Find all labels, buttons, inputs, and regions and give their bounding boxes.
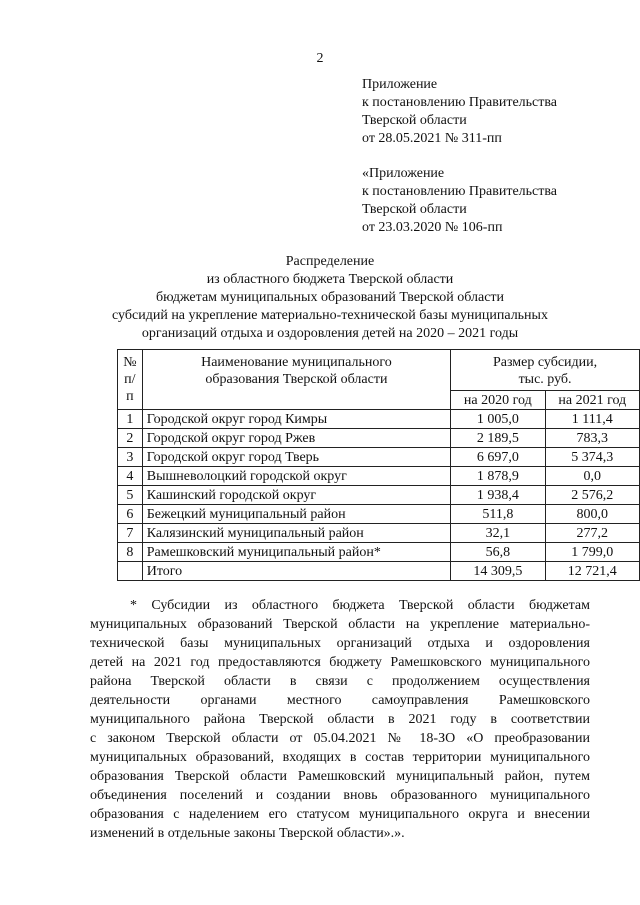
title-line: организаций отдыха и оздоровления детей на 2020 – 2021 годы <box>141 326 519 341</box>
row-name: Городской округ город Ржев <box>142 429 450 448</box>
row-num: 6 <box>118 505 143 524</box>
row-name: Калязинский муниципальный район <box>142 524 450 543</box>
total-2021: 12 721,4 <box>545 562 639 581</box>
title-line: бюджетам муниципальных образований Тверской области <box>155 290 505 305</box>
row-value-2021: 783,3 <box>545 429 639 448</box>
page-number: 2 <box>316 51 324 66</box>
row-value-2020: 511,8 <box>451 505 545 524</box>
appendix-line: Приложение <box>362 77 438 92</box>
row-value-2021: 2 576,2 <box>545 486 639 505</box>
table-row <box>118 543 640 562</box>
row-value-2020: 1 938,4 <box>451 486 545 505</box>
footnote-line: технической базы муниципальных организаций отдыха и оздоровления <box>90 636 590 651</box>
row-value-2021: 1 111,4 <box>545 410 639 429</box>
row-value-2020: 1 878,9 <box>451 467 545 486</box>
footnote-line: с законом Тверской области от 05.04.2021 № 18-ЗО «О преобразовании <box>90 731 590 746</box>
header-size: Размер субсидии, тыс. руб. <box>451 350 640 391</box>
appendix-line: от 28.05.2021 № 311-пп <box>362 131 502 146</box>
row-num: 8 <box>118 543 143 562</box>
row-num: 3 <box>118 448 143 467</box>
footnote-line: образования Тверской области Рамешковский муниципальный район, путем <box>90 769 590 784</box>
row-value-2020: 32,1 <box>451 524 545 543</box>
title-line: Распределение <box>285 254 375 269</box>
table-row <box>118 448 640 467</box>
row-name: Городской округ город Кимры <box>142 410 450 429</box>
footnote-line: детей на 2021 год предоставляются бюджету Рамешковского муниципального <box>90 655 590 670</box>
row-value-2021: 5 374,3 <box>545 448 639 467</box>
footnote-line: изменений в отдельные законы Тверской области».». <box>90 826 405 841</box>
row-num: 2 <box>118 429 143 448</box>
row-num: 7 <box>118 524 143 543</box>
table-row <box>118 429 640 448</box>
row-value-2021: 277,2 <box>545 524 639 543</box>
row-value-2021: 1 799,0 <box>545 543 639 562</box>
row-num: 4 <box>118 467 143 486</box>
row-name: Бежецкий муниципальный район <box>142 505 450 524</box>
table-total-row <box>118 562 640 581</box>
row-value-2021: 800,0 <box>545 505 639 524</box>
total-2020: 14 309,5 <box>451 562 545 581</box>
footnote-line: объединения поселений и создании вновь образованного муниципального <box>90 788 590 803</box>
footnote-line: района Тверской области в связи с продолжением осуществления <box>90 674 590 689</box>
row-name: Рамешковский муниципальный район* <box>142 543 450 562</box>
header-name: Наименование муниципального образования Тверской области <box>142 350 450 410</box>
row-value-2021: 0,0 <box>545 467 639 486</box>
row-value-2020: 6 697,0 <box>451 448 545 467</box>
appendix-header <box>362 76 622 148</box>
appendix-quoted-line: от 23.03.2020 № 106-пп <box>362 220 503 235</box>
table-row <box>118 467 640 486</box>
footnote-line: муниципального района Тверской области в 2021 году в соответствии <box>90 712 590 727</box>
table-row <box>118 505 640 524</box>
table-row <box>118 486 640 505</box>
table-row <box>118 524 640 543</box>
appendix-quoted-line: к постановлению Правительства <box>362 184 558 199</box>
subsidy-table <box>117 349 640 581</box>
appendix-line: к постановлению Правительства <box>362 95 558 110</box>
footnote-line: муниципальных образований Тверской области на укрепление материально- <box>90 617 590 632</box>
footnote-line: деятельности органами местного самоуправления Рамешковского <box>90 693 590 708</box>
row-name: Кашинский городской округ <box>142 486 450 505</box>
total-label: Итого <box>142 562 450 581</box>
footnote-line: * Субсидии из областного бюджета Тверской области бюджетам <box>130 598 590 613</box>
row-value-2020: 2 189,5 <box>451 429 545 448</box>
row-name: Вышневолоцкий городской округ <box>142 467 450 486</box>
header-year-2021: на 2021 год <box>545 391 639 410</box>
document-title <box>80 253 580 343</box>
footnote-line: образования с наделением его статусом муниципального округа и внесении <box>90 807 590 822</box>
footnote-line: муниципальных образований, входящих в состав территории муниципального <box>90 750 590 765</box>
header-num: № п/п <box>118 350 143 410</box>
row-value-2020: 1 005,0 <box>451 410 545 429</box>
footnote <box>90 596 590 843</box>
table-row <box>118 410 640 429</box>
row-num: 1 <box>118 410 143 429</box>
appendix-quoted-line: «Приложение <box>362 166 445 181</box>
title-line: субсидий на укрепление материально-технической базы муниципальных <box>112 308 548 323</box>
header-year-2020: на 2020 год <box>451 391 545 410</box>
appendix-quoted-header <box>362 165 622 237</box>
title-line: из областного бюджета Тверской области <box>206 272 454 287</box>
total-num <box>118 562 143 581</box>
row-name: Городской округ город Тверь <box>142 448 450 467</box>
appendix-line: Тверской области <box>362 113 467 128</box>
row-value-2020: 56,8 <box>451 543 545 562</box>
appendix-quoted-line: Тверской области <box>362 202 467 217</box>
row-num: 5 <box>118 486 143 505</box>
